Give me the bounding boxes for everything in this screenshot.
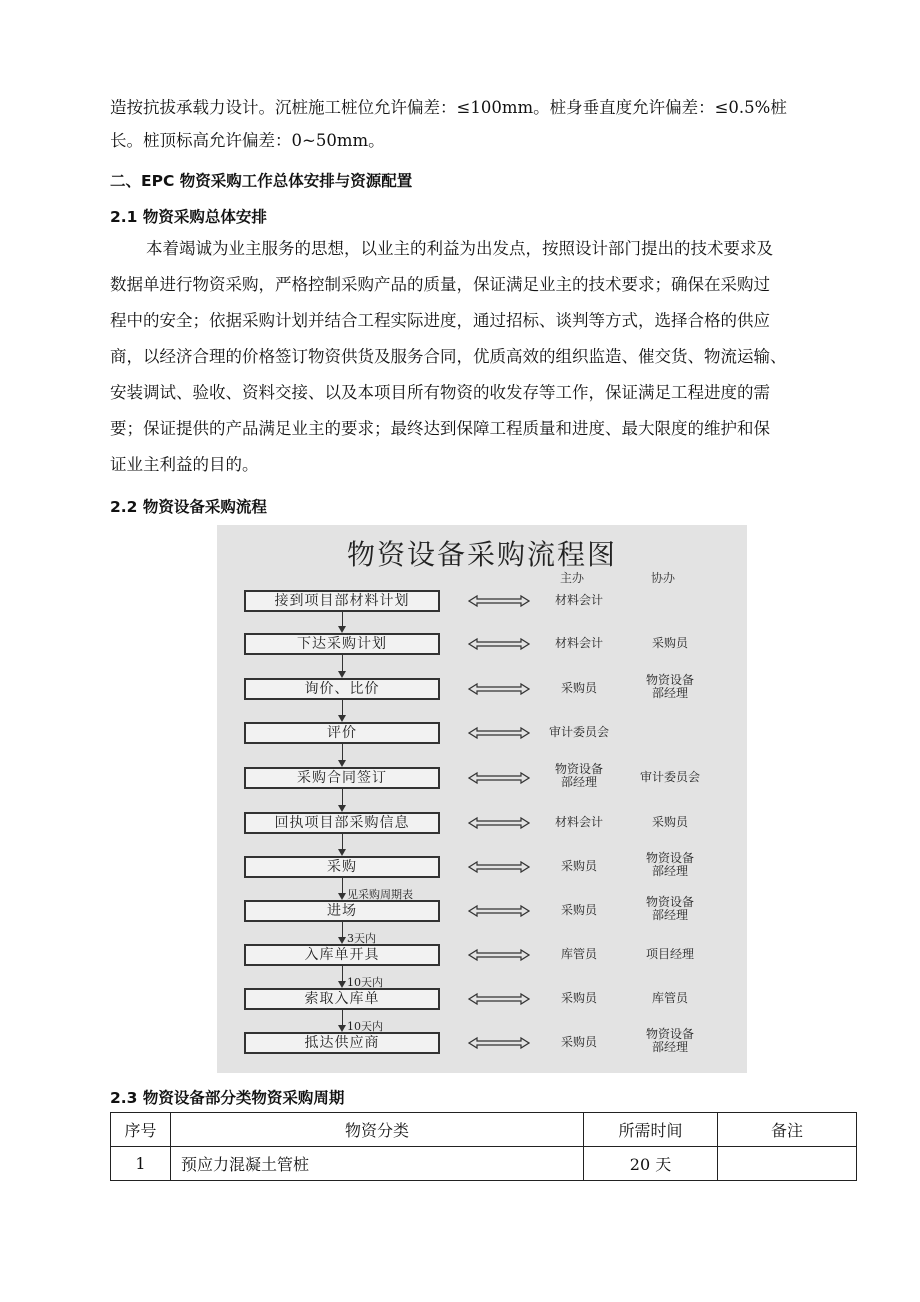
body-text-line: 要；保证提供的产品满足业主的要求；最终达到保障工程质量和进度、最大限度的维护和保 xyxy=(110,419,770,438)
timing-note: 10天内 xyxy=(347,1020,383,1033)
assist-handler-label: 物资设备 部经理 xyxy=(645,895,694,922)
connector-line xyxy=(342,1010,343,1026)
connector-line xyxy=(342,612,343,627)
procurement-flowchart xyxy=(217,525,747,1073)
body-text-line: 程中的安全；依据采购计划并结合工程实际进度，通过招标、谈判等方式，选择合格的供应 xyxy=(110,311,770,330)
down-arrow-icon xyxy=(338,981,346,988)
flow-step-box: 接到项目部材料计划 xyxy=(244,590,440,612)
connector-line xyxy=(342,922,343,938)
assist-handler-label: 物资设备 部经理 xyxy=(645,1027,694,1054)
table-cell: 预应力混凝土管桩 xyxy=(171,1147,584,1181)
main-handler-label: 采购员 xyxy=(560,903,597,917)
double-arrow-icon xyxy=(468,726,530,740)
subsection-heading: 2.3 物资设备部分类物资采购周期 xyxy=(110,1089,345,1107)
assist-handler-label: 物资设备 部经理 xyxy=(645,851,694,878)
assist-handler-label: 审计委员会 xyxy=(639,770,700,784)
body-text-line: 商，以经济合理的价格签订物资供货及服务合同，优质高效的组织监造、催交货、物流运输、 xyxy=(110,347,787,366)
double-arrow-icon xyxy=(468,771,530,785)
assist-handler-label: 物资设备 部经理 xyxy=(645,673,694,700)
flowchart-title: 物资设备采购流程图 xyxy=(346,538,617,571)
main-handler-label: 物资设备 部经理 xyxy=(554,762,603,789)
timing-note: 见采购周期表 xyxy=(347,888,413,901)
down-arrow-icon xyxy=(338,626,346,633)
down-arrow-icon xyxy=(338,805,346,812)
assist-handler-label: 项目经理 xyxy=(645,947,694,961)
table-cell xyxy=(718,1147,857,1181)
subsection-heading: 2.1 物资采购总体安排 xyxy=(110,208,267,226)
main-handler-label: 采购员 xyxy=(560,1035,597,1049)
down-arrow-icon xyxy=(338,715,346,722)
flow-step-box: 抵达供应商 xyxy=(244,1032,440,1054)
body-text-line: 造按抗拔承载力设计。沉桩施工桩位允许偏差：≤100mm。桩身垂直度允许偏差：≤0.5%桩 xyxy=(110,98,787,117)
procurement-cycle-table xyxy=(110,1112,857,1181)
double-arrow-icon xyxy=(468,992,530,1006)
double-arrow-icon xyxy=(468,948,530,962)
flow-step-box: 回执项目部采购信息 xyxy=(244,812,440,834)
down-arrow-icon xyxy=(338,937,346,944)
table-header-cell: 序号 xyxy=(111,1113,171,1147)
down-arrow-icon xyxy=(338,849,346,856)
timing-note: 3天内 xyxy=(347,932,376,945)
flow-step-box: 采购 xyxy=(244,856,440,878)
assist-handler-label: 库管员 xyxy=(651,991,688,1005)
double-arrow-icon xyxy=(468,594,530,608)
table-cell: 1 xyxy=(111,1147,171,1181)
main-handler-label: 材料会计 xyxy=(554,636,603,650)
double-arrow-icon xyxy=(468,860,530,874)
assist-handler-label: 采购员 xyxy=(651,636,688,650)
main-handler-label: 采购员 xyxy=(560,991,597,1005)
timing-note: 10天内 xyxy=(347,976,383,989)
table-row xyxy=(111,1147,857,1181)
flow-step-box: 评价 xyxy=(244,722,440,744)
double-arrow-icon xyxy=(468,1036,530,1050)
table-header-cell: 物资分类 xyxy=(171,1113,584,1147)
double-arrow-icon xyxy=(468,904,530,918)
main-handler-label: 库管员 xyxy=(560,947,597,961)
main-handler-label: 材料会计 xyxy=(554,815,603,829)
double-arrow-icon xyxy=(468,682,530,696)
section-heading: 二、EPC 物资采购工作总体安排与资源配置 xyxy=(110,172,413,190)
flow-step-box: 进场 xyxy=(244,900,440,922)
connector-line xyxy=(342,700,343,716)
connector-line xyxy=(342,966,343,982)
assist-handler-label: 采购员 xyxy=(651,815,688,829)
double-arrow-icon xyxy=(468,637,530,651)
main-handler-label: 审计委员会 xyxy=(548,725,609,739)
connector-line xyxy=(342,834,343,850)
down-arrow-icon xyxy=(338,671,346,678)
table-header-cell: 所需时间 xyxy=(584,1113,718,1147)
body-text-line: 长。桩顶标高允许偏差：0~50mm。 xyxy=(110,131,385,150)
connector-line xyxy=(342,789,343,806)
flow-step-box: 索取入库单 xyxy=(244,988,440,1010)
connector-line xyxy=(342,744,343,761)
down-arrow-icon xyxy=(338,1025,346,1032)
subsection-heading: 2.2 物资设备采购流程 xyxy=(110,498,267,516)
main-handler-label: 采购员 xyxy=(560,681,597,695)
table-cell: 20 天 xyxy=(584,1147,718,1181)
column-header-assist: 协办 xyxy=(651,571,676,585)
column-header-main: 主办 xyxy=(560,571,585,585)
down-arrow-icon xyxy=(338,893,346,900)
down-arrow-icon xyxy=(338,760,346,767)
main-handler-label: 材料会计 xyxy=(554,593,603,607)
table-header-row xyxy=(111,1113,857,1147)
connector-line xyxy=(342,878,343,894)
connector-line xyxy=(342,655,343,672)
table-header-cell: 备注 xyxy=(718,1113,857,1147)
body-text-line: 数据单进行物资采购，严格控制采购产品的质量，保证满足业主的技术要求；确保在采购过 xyxy=(110,275,770,294)
double-arrow-icon xyxy=(468,816,530,830)
flow-step-box: 采购合同签订 xyxy=(244,767,440,789)
body-text-line: 安装调试、验收、资料交接、以及本项目所有物资的收发存等工作，保证满足工程进度的需 xyxy=(110,383,770,402)
main-handler-label: 采购员 xyxy=(560,859,597,873)
flow-step-box: 入库单开具 xyxy=(244,944,440,966)
body-text-line: 本着竭诚为业主服务的思想，以业主的利益为出发点，按照设计部门提出的技术要求及 xyxy=(146,239,773,258)
flow-step-box: 下达采购计划 xyxy=(244,633,440,655)
body-text-line: 证业主利益的目的。 xyxy=(110,455,259,474)
flow-step-box: 询价、比价 xyxy=(244,678,440,700)
